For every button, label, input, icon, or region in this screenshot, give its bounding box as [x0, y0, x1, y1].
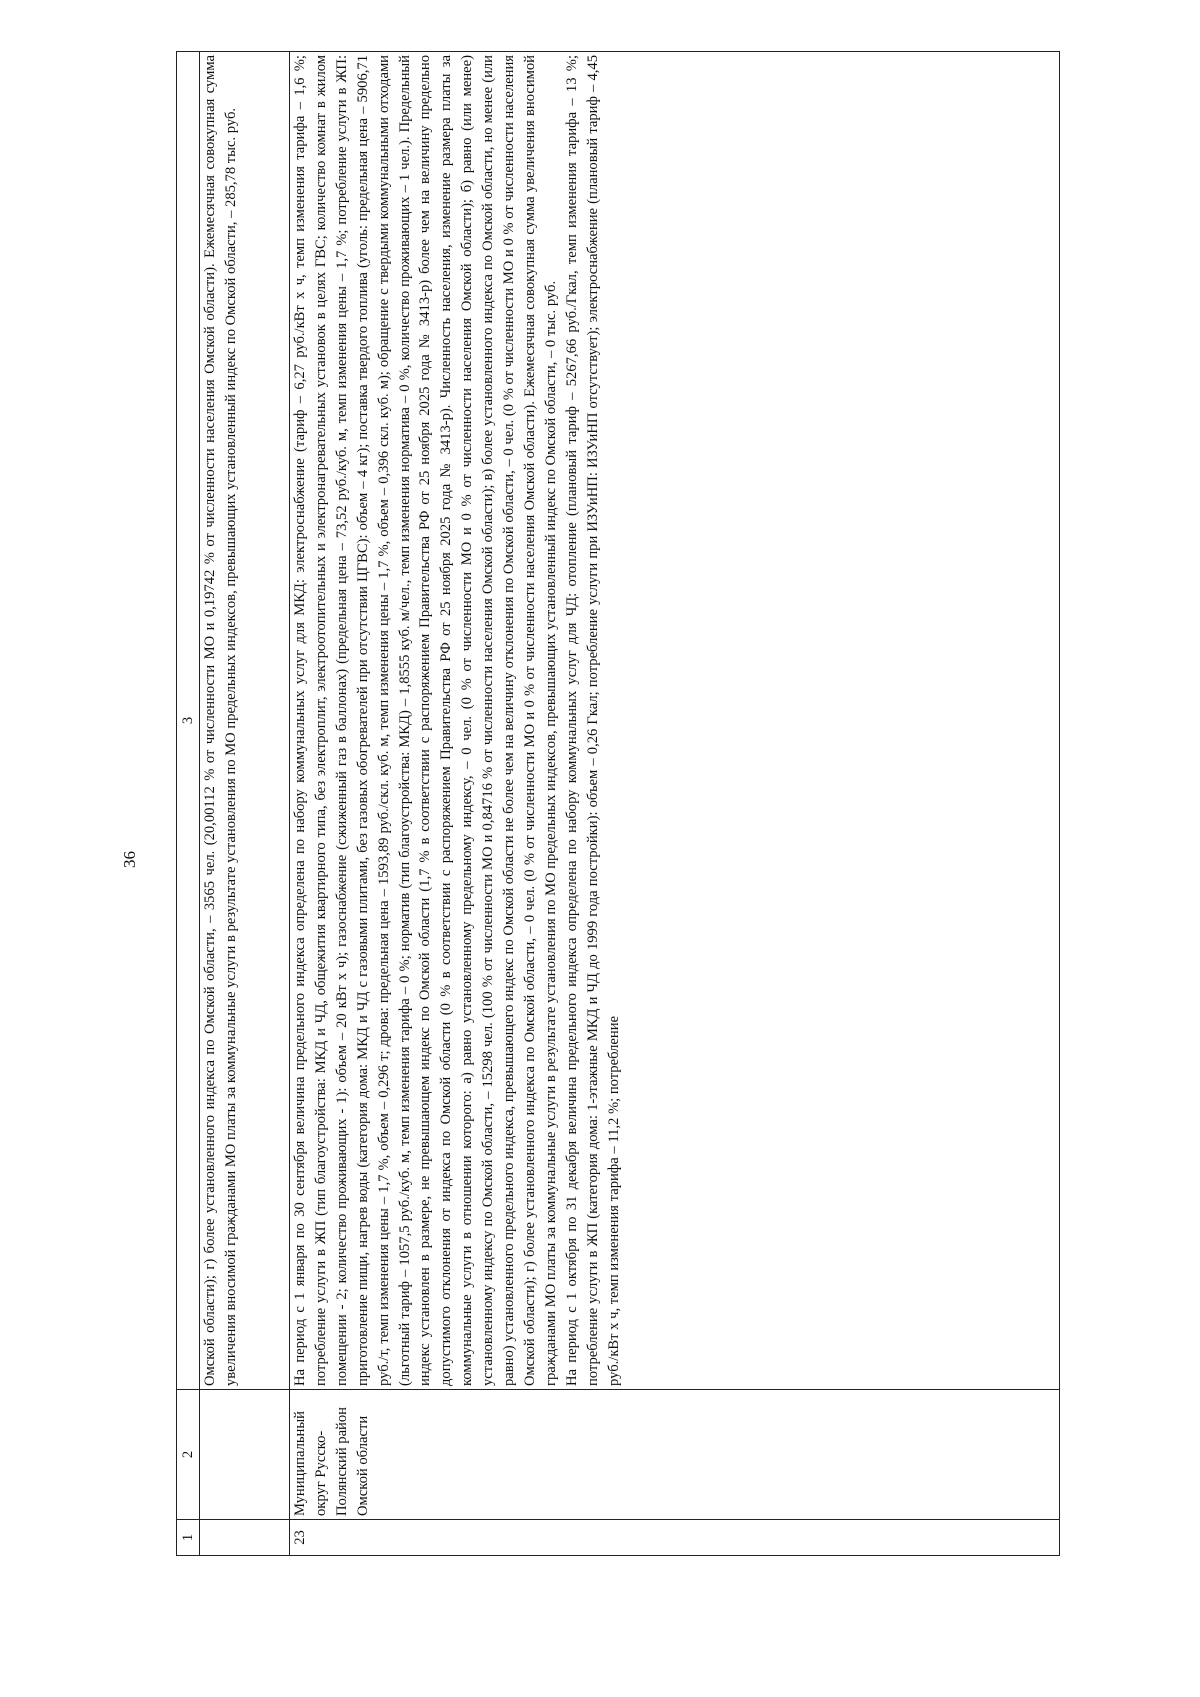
- row-description: [290, 52, 1060, 1390]
- description-paragraph: На период с 1 января по 30 сентября величина предельного индекса определена по набору коммунальных услуг для МКД: электроснабжение (тариф – 6,27 руб./кВт х ч, темп изменения тарифа – 1,6 %; потребление услуги в ЖП (тип благоустройства: МКД и ЧД, общежития квартирного типа, без электроплит, электроотопительных и электронагревательных установок в целях ГВС; количество комнат в жилом помещении - 2; количество проживающих - 1): объем – 20 кВт х ч); газоснабжение (сжиженный газ в баллонах) (предельная цена – 73,52 руб./куб. м, темп изменения цены – 1,7 %; потребление услуги в ЖП: приготовление пищи, нагрев воды (категория дома: МКД и ЧД с газовыми плитами, без газовых обогревателей при отсутствии ЦГВС): объем – 4 кг); поставка твердого топлива (уголь: предельная цена – 5906,71 руб./т, темп изменения цены – 1,7 %, объем – 0,296 т; дрова: предельная цена – 1593,89 руб./скл. куб. м, темп изменения цены – 1,7 %, объем – 0,396 скл. куб. м); обращение с твердыми коммунальными отходами (льготный тариф – 1057,5 руб./куб. м, темп изменения тарифа – 0 %; норматив (тип благоустройства: МКД) – 1,8555 куб. м/чел., темп изменения норматива – 0 %, количество проживающих – 1 чел.). Предельный индекс установлен в размере, не превышающем индекс по Омской области (1,7 % в соответствии с распоряжением Правительства РФ от 25 ноября 2025 года № 3413-р) более чем на величину предельно допустимого отклонения от индекса по Омской области (0 % в соответствии с распоряжением Правительства РФ от 25 ноября 2025 года № 3413-р). Численность населения, изменение размера платы за коммунальные услуги в отношении которого: а) равно установленному предельному индексу, – 0 чел. (0 % от численности МО и 0 % от численности населения Омской области); б) равно (или менее) установленному индексу по Омской области, – 15298 чел. (100 % от численности МО и 0,84716 % от численности населения Омской области); в) более установленного индекса по Омской области, но менее (или равно) установленного предельного индекса, превышающего индекс по Омской области не более чем на величину отклонения по Омской области, – 0 чел. (0 % от численности МО и 0 % от численности населения Омской области); г) более установленного индекса по Омской области, – 0 чел. (0 % от численности МО и 0 % от численности населения Омской области). Ежемесячная совокупная сумма увеличения вносимой гражданами МО платы за коммунальные услуги в результате установления по МО предельных индексов, превышающих установленный индекс по Омской области, – 0 тыс. руб.: [292, 55, 559, 1386]
- rotated-table-container: [176, 51, 1060, 1556]
- row-number: 23: [290, 1520, 1060, 1556]
- description-paragraph: Омской области); г) более установленного индекса по Омской области, – 3565 чел. (20,00112 % от численности МО и 0,19742 % от численности населения Омской области). Ежемесячная совокупная сумма увеличения вносимой гражданами МО платы за коммунальные услуги в результате установления по МО предельных индексов, превышающих установленный индекс по Омской области, – 285,78 тыс. руб.: [202, 55, 239, 1386]
- description-paragraph: На период с 1 октября по 31 декабря величина предельного индекса определена по набору коммунальных услуг для ЧД: отопление (плановый тариф – 5267,66 руб./Гкал, темп изменения тарифа – 13 %; потребление услуги в ЖП (категория дома: 1-этажные МКД и ЧД до 1999 года постройки): объем – 0,26 Гкал; потребление услуги при ИЗУиНП: ИЗУиНП отсутствует); электроснабжение (плановый тариф – 4,45 руб./кВт х ч, темп изменения тарифа – 11,2 %; потребление: [563, 55, 622, 1386]
- header-col-3: 3: [177, 52, 200, 1390]
- header-col-1: 1: [177, 1520, 200, 1556]
- row-description: [200, 52, 290, 1390]
- row-region: [200, 1390, 290, 1520]
- tariff-table: [176, 51, 1060, 1556]
- table-header-row: [177, 52, 200, 1556]
- row-region: Муниципальный округ Русско-Полянский район Омской области: [290, 1390, 1060, 1520]
- page-number: 36: [120, 851, 139, 868]
- table-row: [290, 52, 1060, 1556]
- table-row: [200, 52, 290, 1556]
- header-col-2: 2: [177, 1390, 200, 1520]
- row-number: [200, 1520, 290, 1556]
